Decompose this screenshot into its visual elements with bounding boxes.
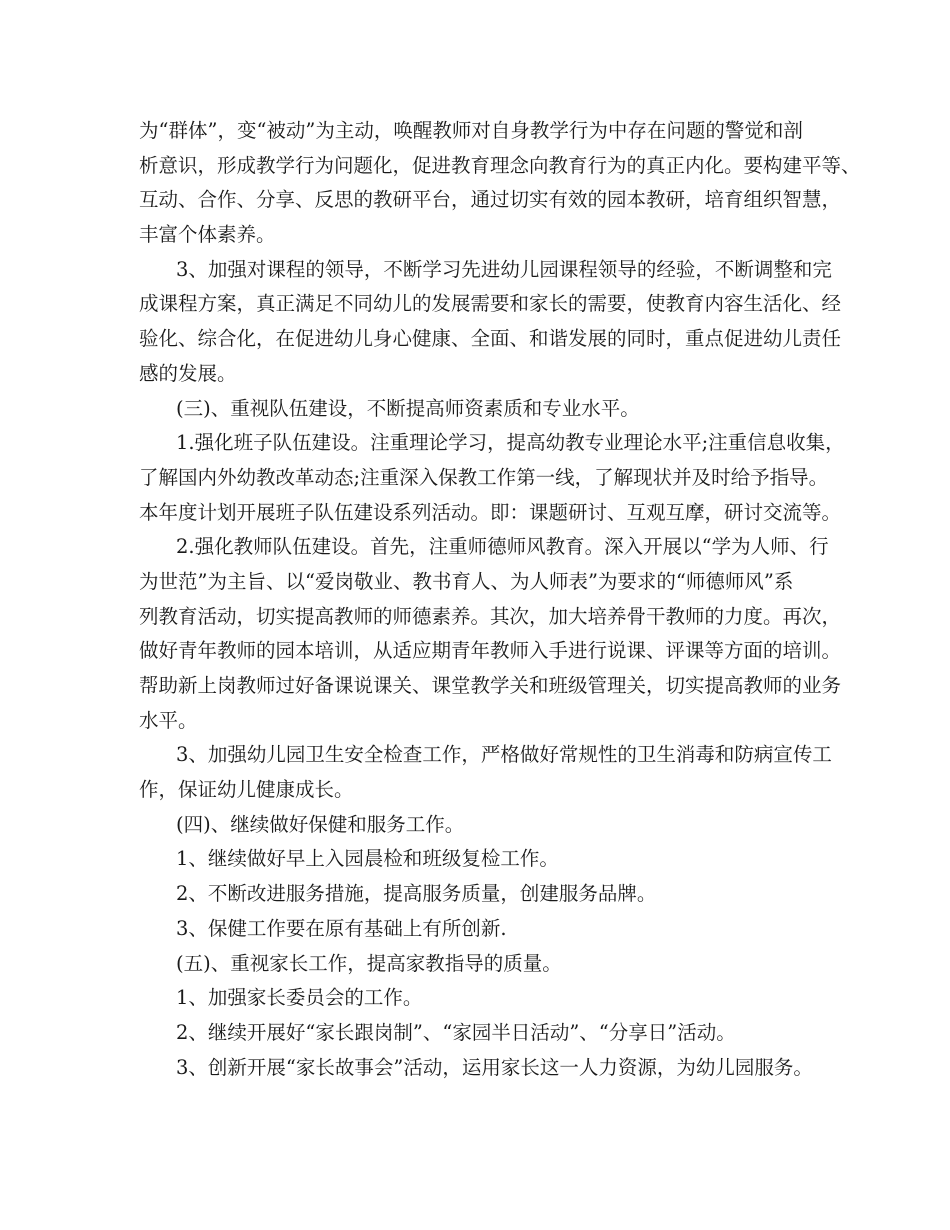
text-line: 作，保证幼儿健康成长。	[139, 778, 354, 802]
text-line: 列教育活动，切实提高教师的师德素养。其次，加大培养骨干教师的力度。再次，	[139, 604, 842, 628]
section-heading: (四)、继续做好保健和服务工作。	[176, 812, 465, 836]
document-body	[139, 114, 861, 1085]
text-line: 析意识，形成教学行为问题化，促进教育理念向教育行为的真正内化。要构建平等、	[139, 153, 861, 177]
section-heading: (三)、重视队伍建设，不断提高师资素质和专业水平。	[176, 396, 640, 420]
text-line: 3、加强对课程的领导，不断学习先进幼儿园课程领导的经验，不断调整和完	[176, 257, 832, 281]
text-line: 丰富个体素养。	[139, 223, 276, 247]
text-line: 成课程方案，真正满足不同幼儿的发展需要和家长的需要，使教育内容生活化、经	[139, 292, 842, 316]
text-line: 2.强化教师队伍建设。首先，注重师德师风教育。深入开展以“学为人师、行	[176, 535, 829, 559]
list-item: 2、不断改进服务措施，提高服务质量，创建服务品牌。	[176, 882, 657, 906]
text-line: 帮助新上岗教师过好备课说课关、课堂教学关和班级管理关，切实提高教师的业务	[139, 674, 842, 697]
list-item: 3、保健工作要在原有基础上有所创新.	[176, 916, 507, 940]
text-line: 1.强化班子队伍建设。注重理论学习，提高幼教专业理论水平;注重信息收集，	[176, 431, 845, 455]
text-line: 水平。	[139, 708, 198, 732]
list-item: 3、创新开展“家长故事会”活动，运用家长这一人力资源，为幼儿园服务。	[176, 1055, 813, 1079]
list-item: 1、继续做好早上入园晨检和班级复检工作。	[176, 847, 559, 871]
text-line: 为“群体”，变“被动”为主动，唤醒教师对自身教学行为中存在问题的警觉和剖	[139, 119, 803, 142]
list-item: 2、继续开展好“家长跟岗制”、“家园半日活动”、“分享日”活动。	[176, 1020, 736, 1044]
section-heading: (五)、重视家长工作，提高家教指导的质量。	[176, 951, 562, 975]
text-line: 互动、合作、分享、反思的教研平台，通过切实有效的园本教研，培育组织智慧，	[139, 188, 842, 212]
text-line: 验化、综合化，在促进幼儿身心健康、全面、和谐发展的同时，重点促进幼儿责任	[139, 327, 842, 351]
text-line: 了解国内外幼教改革动态;注重深入保教工作第一线，了解现状并及时给予指导。	[139, 465, 829, 489]
text-line: 感的发展。	[139, 361, 237, 385]
text-line: 本年度计划开展班子队伍建设系列活动。即：课题研讨、互观互摩，研讨交流等。	[139, 500, 842, 524]
text-line: 为世范”为主旨、以“爱岗敬业、教书育人、为人师表”为要求的“师德师风”系	[139, 569, 794, 593]
text-line: 做好青年教师的园本培训，从适应期青年教师入手进行说课、评课等方面的培训。	[139, 639, 842, 663]
text-line: 3、加强幼儿园卫生安全检查工作，严格做好常规性的卫生消毒和防病宣传工	[176, 743, 832, 767]
list-item: 1、加强家长委员会的工作。	[176, 986, 423, 1010]
